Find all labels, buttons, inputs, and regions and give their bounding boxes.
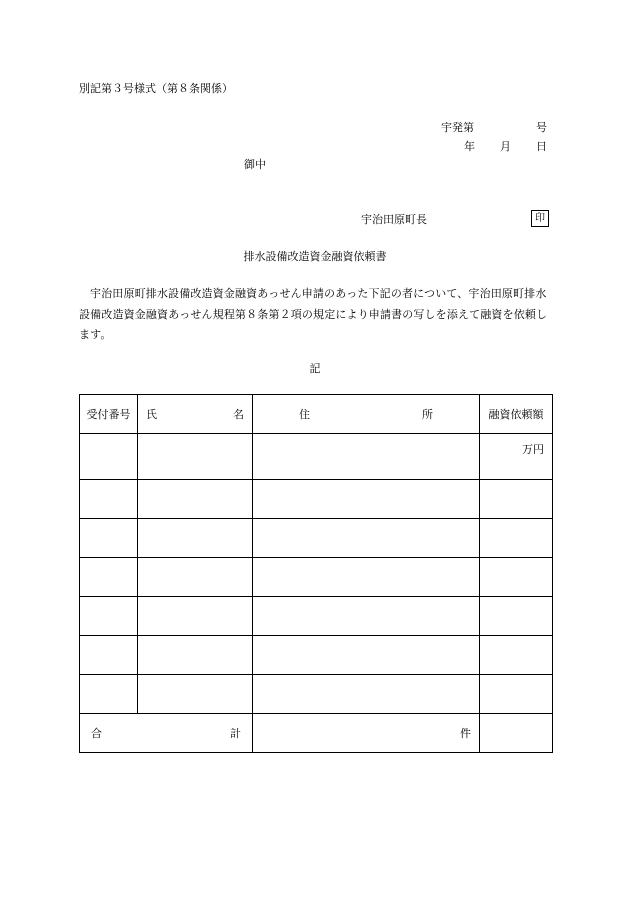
cell-receipt-number	[80, 434, 138, 480]
total-label-first-char: 合	[91, 727, 102, 740]
header-name-second-char: 名	[233, 408, 244, 421]
header-receipt-number: 受付番号	[80, 395, 138, 434]
cell-address	[253, 519, 480, 558]
cell-address	[253, 558, 480, 597]
cell-receipt-number	[80, 597, 138, 636]
document-date	[464, 138, 547, 154]
date-month: 月	[500, 140, 511, 153]
cell-address	[253, 480, 480, 519]
document-number	[441, 119, 547, 135]
body-paragraph: 宇治田原町排水設備改造資金融資あっせん申請のあった下記の者について、宇治田原町排水設備改造資金融資あっせん規程第８条第２項の規定により申請書の写しを添えて融資を依頼します。	[79, 287, 548, 341]
cell-receipt-number	[80, 558, 138, 597]
sender: 宇治田原町長	[361, 213, 427, 226]
addressee: 御中	[244, 158, 266, 171]
table-row	[80, 636, 553, 675]
table-header-row	[80, 395, 553, 434]
cell-amount	[480, 480, 553, 519]
cell-name	[138, 558, 253, 597]
ki-label: 記	[309, 362, 321, 375]
cell-name	[138, 636, 253, 675]
form-label: 別記第３号様式（第８条関係）	[79, 82, 233, 95]
document-number-prefix: 宇発第	[441, 121, 474, 134]
cell-address	[253, 597, 480, 636]
table-row	[80, 558, 553, 597]
seal-box: 印	[531, 210, 549, 227]
cell-name	[138, 675, 253, 714]
cell-amount	[480, 519, 553, 558]
cell-amount	[480, 558, 553, 597]
cell-receipt-number	[80, 675, 138, 714]
cell-receipt-number	[80, 636, 138, 675]
table-row	[80, 675, 553, 714]
cell-name	[138, 434, 253, 480]
cell-amount	[480, 597, 553, 636]
table-row	[80, 434, 553, 480]
date-day: 日	[536, 140, 547, 153]
document-title: 排水設備改造資金融資依頼書	[243, 250, 387, 263]
cell-name	[138, 597, 253, 636]
cell-address	[253, 434, 480, 480]
table-row	[80, 519, 553, 558]
cell-amount	[480, 636, 553, 675]
application-table	[79, 394, 553, 753]
header-address-first-char: 住	[299, 408, 310, 421]
header-name	[138, 395, 253, 434]
table-total-row	[80, 714, 553, 753]
cell-receipt-number	[80, 519, 138, 558]
total-label-cell	[80, 714, 253, 753]
header-name-first-char: 氏	[146, 408, 157, 421]
cell-receipt-number	[80, 480, 138, 519]
date-year: 年	[464, 140, 475, 153]
document-number-suffix: 号	[536, 121, 547, 134]
total-amount-cell	[480, 714, 553, 753]
total-label-second-char: 計	[230, 727, 241, 740]
cell-name	[138, 519, 253, 558]
table-row	[80, 480, 553, 519]
total-count-cell: 件	[253, 714, 480, 753]
cell-amount-unit: 万円	[480, 434, 553, 480]
cell-address	[253, 636, 480, 675]
cell-address	[253, 675, 480, 714]
header-amount: 融資依頼額	[480, 395, 553, 434]
header-address-second-char: 所	[422, 408, 433, 421]
cell-name	[138, 480, 253, 519]
table-row	[80, 597, 553, 636]
header-address	[253, 395, 480, 434]
cell-amount	[480, 675, 553, 714]
